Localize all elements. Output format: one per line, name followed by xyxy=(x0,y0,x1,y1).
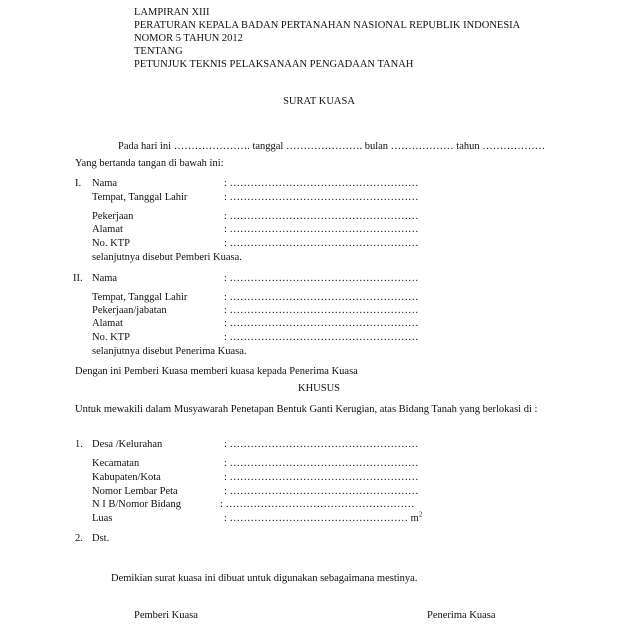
s1-label-address: Alamat xyxy=(92,224,123,235)
s1-label-name: Nama xyxy=(92,178,118,189)
item-2-text: Dst. xyxy=(92,533,110,544)
s1-footer: selanjutnya disebut Pemberi Kuasa. xyxy=(92,252,242,263)
loc-value-luas-text: : …………………………………………… m xyxy=(224,513,419,524)
grant-text: Dengan ini Pemberi Kuasa memberi kuasa kepada Penerima Kuasa xyxy=(75,366,358,377)
header-line-4: TENTANG xyxy=(134,46,183,57)
header-line-3: NOMOR 5 TAHUN 2012 xyxy=(134,33,243,44)
s1-value-address: : ……………………………………………… xyxy=(224,224,419,235)
s1-label-job: Pekerjaan xyxy=(92,211,134,222)
s2-value-birth: : ……………………………………………… xyxy=(224,292,419,303)
purpose-paragraph: Untuk mewakili dalam Musyawarah Penetapan Bentuk Ganti Kerugian, atas Bidang Tanah yang berlokasi di : xyxy=(75,404,538,415)
loc-value-nib: : ……………………………………………… xyxy=(220,499,415,510)
s2-value-job: : ……………………………………………… xyxy=(224,305,419,316)
s2-footer: selanjutnya disebut Penerima Kuasa. xyxy=(92,346,247,357)
s2-value-address: : ……………………………………………… xyxy=(224,318,419,329)
loc-label-desa: Desa /Kelurahan xyxy=(92,439,163,450)
s1-value-name: : ……………………………………………… xyxy=(224,178,419,189)
s2-value-ktp: : ……………………………………………… xyxy=(224,332,419,343)
item-2-number: 2. xyxy=(75,533,83,544)
signature-penerima: Penerima Kuasa xyxy=(427,610,496,621)
s1-label-birth: Tempat, Tanggal Lahir xyxy=(92,192,188,203)
loc-value-desa: : ……………………………………………… xyxy=(224,439,419,450)
s2-label-ktp: No. KTP xyxy=(92,332,130,343)
loc-label-kecamatan: Kecamatan xyxy=(92,458,140,469)
area-unit-superscript: 2 xyxy=(418,510,423,519)
section-2-number: II. xyxy=(73,273,83,284)
s1-label-ktp: No. KTP xyxy=(92,238,130,249)
closing-text: Demikian surat kuasa ini dibuat untuk digunakan sebagaimana mestinya. xyxy=(111,573,418,584)
loc-value-kecamatan: : ……………………………………………… xyxy=(224,458,419,469)
s2-label-job: Pekerjaan/jabatan xyxy=(92,305,167,316)
loc-label-nib: N I B/Nomor Bidang xyxy=(92,499,181,510)
loc-label-luas: Luas xyxy=(92,513,113,524)
s1-value-ktp: : ……………………………………………… xyxy=(224,238,419,249)
loc-label-kabupaten: Kabupaten/Kota xyxy=(92,472,161,483)
loc-value-peta: : ……………………………………………… xyxy=(224,486,419,497)
s1-value-job: : ……………………………………………… xyxy=(224,211,419,222)
s1-value-birth: : ……………………………………………… xyxy=(224,192,419,203)
loc-value-luas xyxy=(224,512,422,525)
s2-label-name: Nama xyxy=(92,273,118,284)
intro-line: Pada hari ini …………………. tanggal …………………. bulan ……………… tahun ……………… xyxy=(118,141,546,152)
document-title: SURAT KUASA xyxy=(283,96,355,107)
s2-label-address: Alamat xyxy=(92,318,123,329)
loc-value-kabupaten: : ……………………………………………… xyxy=(224,472,419,483)
section-1-number: I. xyxy=(75,178,82,189)
signed-below-text: Yang bertanda tangan di bawah ini: xyxy=(75,158,224,169)
header-line-1: LAMPIRAN XIII xyxy=(134,7,210,18)
khusus-heading: KHUSUS xyxy=(297,383,340,394)
s2-label-birth: Tempat, Tanggal Lahir xyxy=(92,292,188,303)
loc-label-peta: Nomor Lembar Peta xyxy=(92,486,178,497)
location-number: 1. xyxy=(75,439,83,450)
header-line-5: PETUNJUK TEKNIS PELAKSANAAN PENGADAAN TANAH xyxy=(134,59,414,70)
s2-value-name: : ……………………………………………… xyxy=(224,273,419,284)
signature-pemberi: Pemberi Kuasa xyxy=(134,610,198,621)
header-line-2: PERATURAN KEPALA BADAN PERTANAHAN NASIONAL REPUBLIK INDONESIA xyxy=(134,20,521,31)
